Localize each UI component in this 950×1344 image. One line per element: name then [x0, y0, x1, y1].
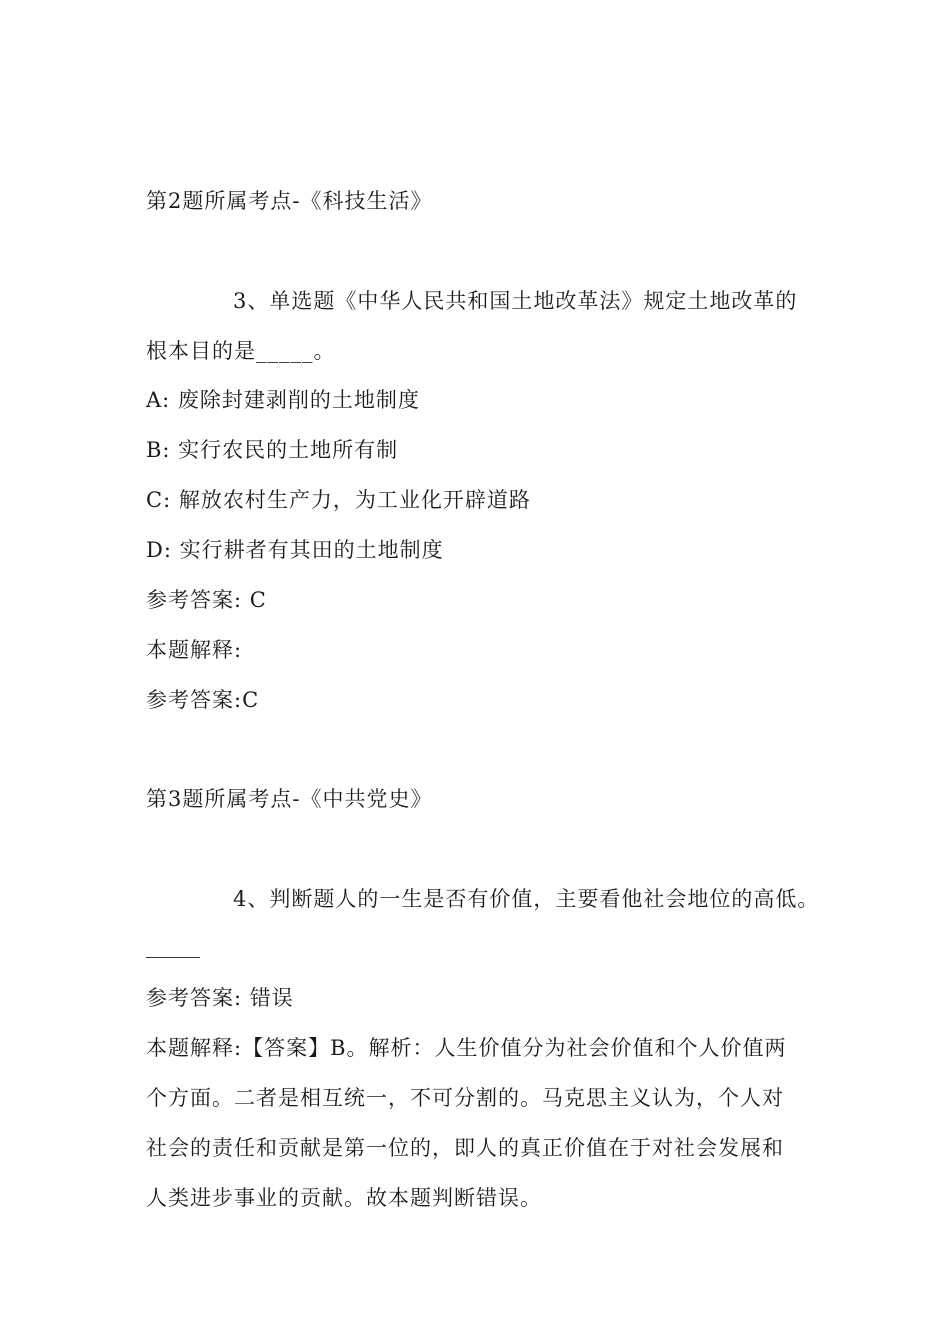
q4-answer: 参考答案: 错误 [146, 986, 294, 1010]
q2-topic: 第2题所属考点-《科技生活》 [146, 189, 433, 213]
q4-answer-blank [146, 957, 200, 958]
q3-answer: 参考答案: C [146, 588, 267, 612]
q3-stem-line2: 根本目的是_____。 [146, 339, 336, 363]
q4-explanation-line4: 人类进步事业的贡献。故本题判断错误。 [146, 1186, 542, 1210]
q3-topic: 第3题所属考点-《中共党史》 [146, 787, 433, 811]
q3-option-b: B: 实行农民的土地所有制 [146, 438, 399, 462]
q4-explanation-line1: 本题解释:【答案】B。解析：人生价值分为社会价值和个人价值两 [146, 1036, 787, 1060]
q4-stem: 4、判断题人的一生是否有价值，主要看他社会地位的高低。 [233, 887, 820, 911]
q3-explanation-label: 本题解释: [146, 638, 243, 662]
q3-option-d: D: 实行耕者有其田的土地制度 [146, 538, 444, 562]
q3-answer-repeat: 参考答案:C [146, 688, 260, 712]
q4-explanation-line3: 社会的责任和贡献是第一位的，即人的真正价值在于对社会发展和 [146, 1136, 784, 1160]
q4-explanation-line2: 个方面。二者是相互统一，不可分割的。马克思主义认为，个人对 [146, 1086, 784, 1110]
q3-option-c: C: 解放农村生产力，为工业化开辟道路 [146, 488, 531, 512]
q3-stem-line1: 3、单选题《中华人民共和国土地改革法》规定土地改革的 [233, 289, 798, 313]
q3-option-a: A: 废除封建剥削的土地制度 [146, 388, 420, 412]
